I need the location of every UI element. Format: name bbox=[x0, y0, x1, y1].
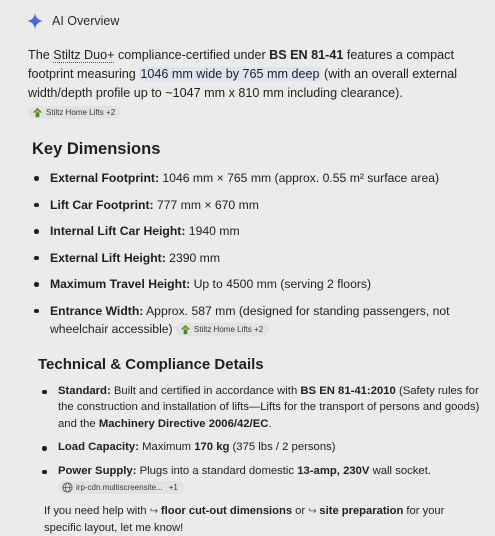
source-chip-label: Stiltz Home Lifts +2 bbox=[194, 324, 264, 334]
item-text: Built and certified in accordance with bbox=[110, 384, 301, 397]
technical-list bbox=[28, 383, 485, 496]
list-item bbox=[40, 463, 485, 496]
footer-paragraph bbox=[44, 503, 477, 536]
item-label: Power Supply: bbox=[58, 464, 137, 477]
list-item bbox=[40, 383, 485, 433]
item-label: Load Capacity: bbox=[58, 441, 139, 453]
item-text: wall socket. bbox=[369, 464, 431, 477]
item-label: Lift Car Footprint: bbox=[50, 197, 154, 212]
item-text: 777 mm × 670 mm bbox=[153, 197, 259, 212]
intro-text: (with an overall external width/depth profile up to ~1047 mm x 810 mm including clearance). bbox=[28, 67, 458, 100]
intro-text: features a compact footprint measuring bbox=[28, 48, 454, 81]
item-label: Standard: bbox=[58, 384, 111, 397]
standard-text: BS EN 81-41 bbox=[269, 48, 344, 62]
list-item bbox=[28, 249, 485, 267]
item-bold: 13-amp, 230V bbox=[297, 464, 370, 477]
source-chip[interactable] bbox=[28, 106, 121, 119]
item-text: (Safety rules for the construction and installation of lifts—Lifts for the transport of persons and goods) and the bbox=[58, 384, 480, 430]
list-item bbox=[28, 302, 485, 338]
source-chip-label: irp-cdn.multiscreensite... bbox=[76, 482, 163, 492]
item-bold: BS EN 81-41:2010 bbox=[300, 384, 396, 397]
key-dimensions-list bbox=[28, 169, 485, 338]
highlighted-text: 1046 mm wide by 765 mm deep bbox=[140, 67, 320, 81]
item-text: (375 lbs / 2 persons) bbox=[229, 441, 336, 453]
list-item bbox=[28, 169, 485, 187]
item-text: 2390 mm bbox=[165, 250, 220, 265]
list-item bbox=[28, 222, 485, 240]
intro-text: compliance-certified under bbox=[114, 48, 270, 62]
follow-up-arrow-icon: ↪ bbox=[149, 505, 161, 517]
footer-text: for your specific layout, let me know! bbox=[44, 504, 445, 534]
item-text: . bbox=[268, 417, 272, 430]
list-item bbox=[28, 275, 485, 293]
ai-overview-title: AI Overview bbox=[52, 14, 120, 28]
key-dimensions-heading: Key Dimensions bbox=[32, 140, 161, 158]
item-text: Approx. 587 mm (designed for standing passengers, not wheelchair accessible) bbox=[50, 303, 450, 336]
stiltz-logo-icon bbox=[180, 324, 191, 335]
intro-paragraph bbox=[28, 46, 477, 122]
technical-heading: Technical & Compliance Details bbox=[38, 355, 264, 373]
item-text: Up to 4500 mm (serving 2 floors) bbox=[190, 277, 372, 291]
brand-link[interactable]: Stiltz Duo+ bbox=[53, 48, 115, 62]
item-label: External Lift Height: bbox=[50, 250, 166, 265]
intro-text: The bbox=[28, 48, 54, 62]
source-chip-label: Stiltz Home Lifts +2 bbox=[46, 108, 116, 118]
follow-up-arrow-icon: ↪ bbox=[308, 505, 320, 517]
source-chip-count: +1 bbox=[168, 482, 178, 492]
item-text: 1046 mm × 765 mm (approx. 0.55 m² surface area) bbox=[159, 171, 440, 185]
source-chip[interactable] bbox=[58, 481, 184, 494]
item-label: Internal Lift Car Height: bbox=[50, 224, 186, 238]
list-item bbox=[28, 196, 485, 214]
footer-text: or bbox=[292, 504, 309, 517]
ai-overview-header bbox=[26, 6, 485, 36]
globe-icon bbox=[62, 482, 73, 493]
item-label: External Footprint: bbox=[50, 171, 160, 185]
item-text: Plugs into a standard domestic bbox=[136, 464, 298, 477]
follow-up-link[interactable]: site preparation bbox=[319, 504, 404, 517]
item-bold: 170 kg bbox=[194, 441, 230, 453]
item-label: Maximum Travel Height: bbox=[50, 277, 191, 291]
item-label: Entrance Width: bbox=[50, 303, 144, 318]
item-text: Maximum bbox=[138, 441, 195, 453]
source-chip[interactable] bbox=[176, 323, 269, 336]
item-text: 1940 mm bbox=[185, 224, 240, 238]
sparkle-icon bbox=[26, 12, 44, 30]
follow-up-link[interactable]: floor cut-out dimensions bbox=[160, 504, 293, 517]
stiltz-logo-icon bbox=[32, 107, 43, 118]
item-bold: Machinery Directive 2006/42/EC bbox=[98, 417, 269, 430]
list-item bbox=[40, 439, 485, 456]
footer-text: If you need help with bbox=[44, 504, 150, 517]
